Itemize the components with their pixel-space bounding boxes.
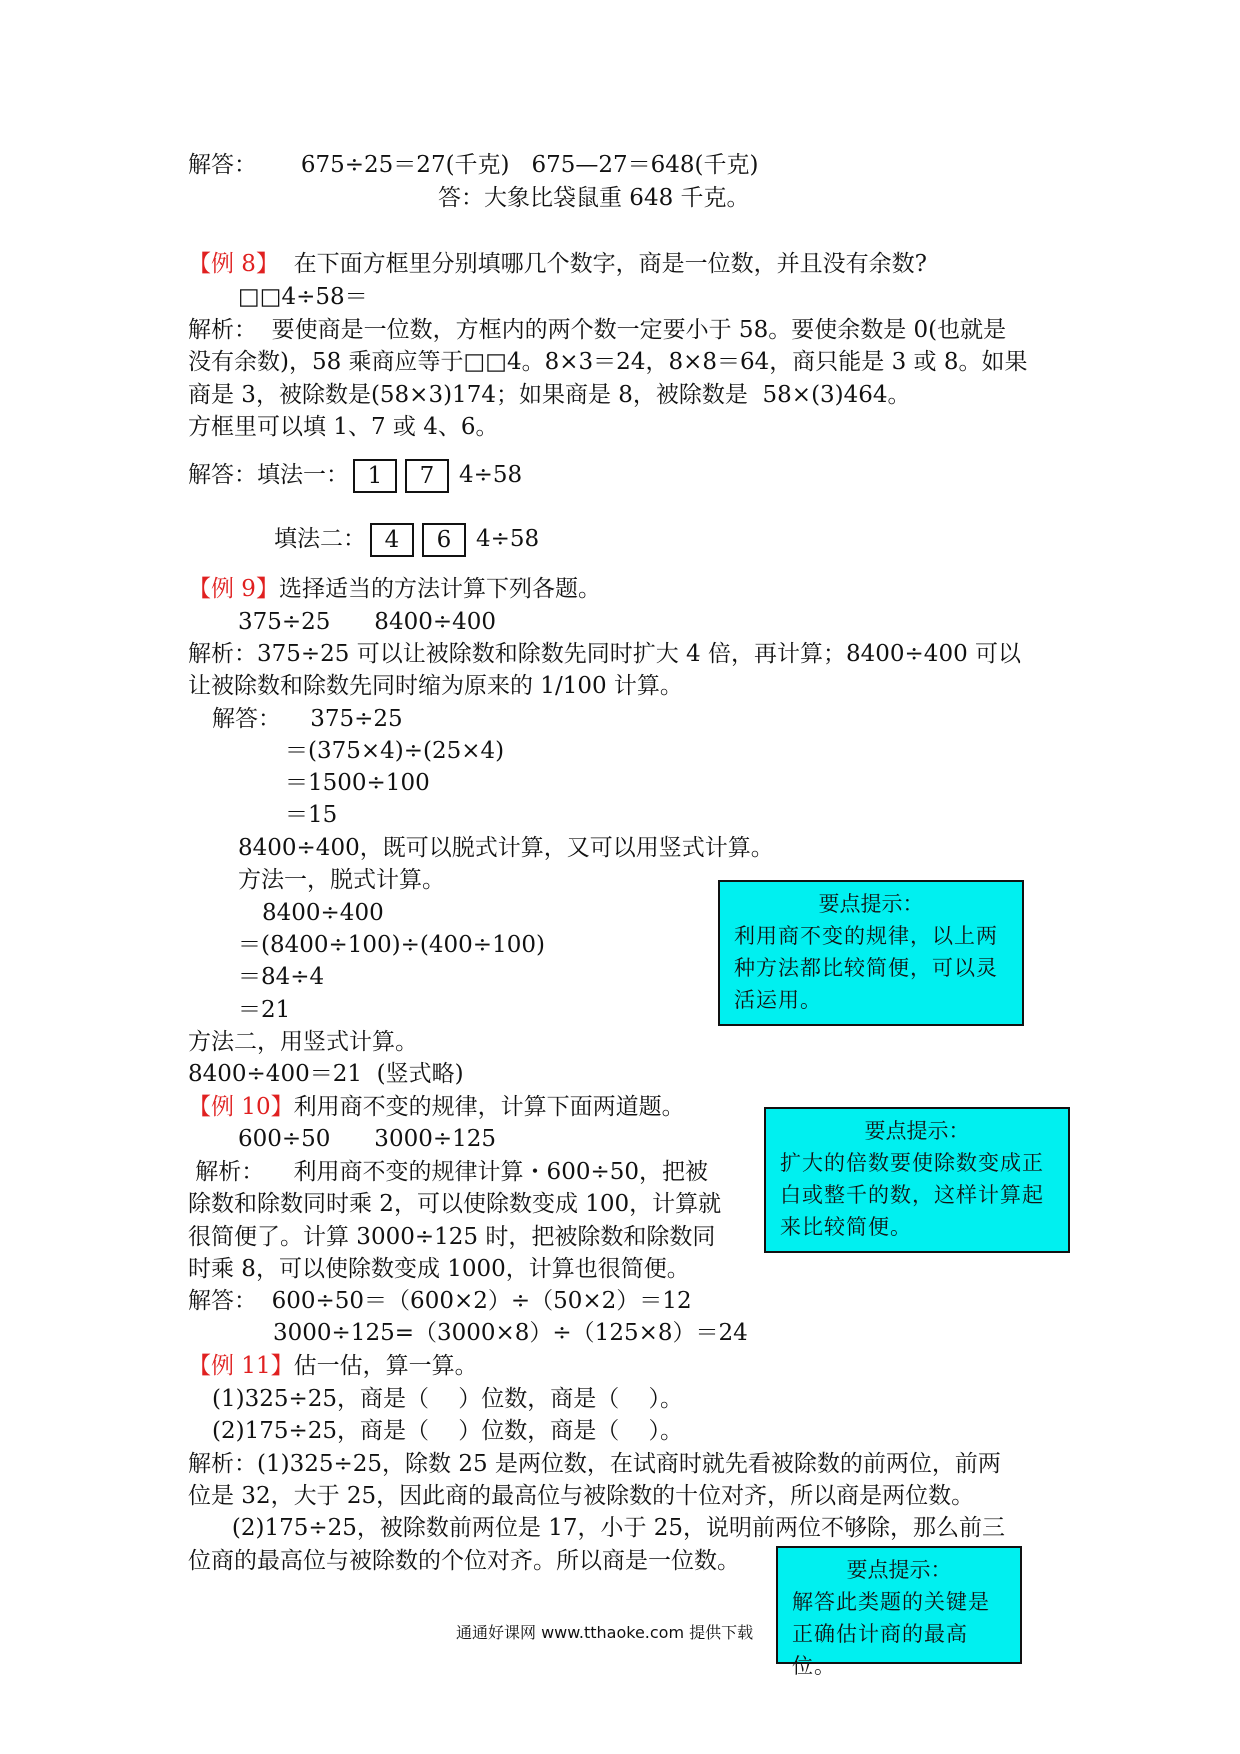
ex11-analysis-3: (2)175÷25，被除数前两位是 17，小于 25，说明前两位不够除，那么前三 bbox=[188, 1515, 1006, 1541]
ex9-exprs: 375÷25 8400÷400 bbox=[238, 609, 497, 635]
ex9-step2-2: ＝(8400÷100)÷(400÷100) bbox=[238, 932, 545, 958]
ex9-question bbox=[188, 574, 601, 604]
ex10-ans2: 3000÷125=（3000×8）÷（125×8）＝24 bbox=[273, 1320, 748, 1346]
ex9-step2-3: ＝84÷4 bbox=[238, 964, 325, 990]
digit-box: 1 bbox=[353, 459, 397, 493]
ex9-ans-label: 解答： 375÷25 bbox=[212, 706, 403, 732]
tip-title: 要点提示： bbox=[864, 1119, 970, 1143]
ex11-analysis-1: 解析：(1)325÷25，除数 25 是两位数，在试商时就先看被除数的前两位，前两 bbox=[188, 1451, 1001, 1477]
ex9-method2: 方法二，用竖式计算。 bbox=[188, 1029, 418, 1055]
ex8-expr: □□4÷58＝ bbox=[238, 284, 368, 310]
ex8-analysis-2: 没有余数)，58 乘商应等于□□4。8×3＝24，8×8＝64，商只能是 3 或 8。如果 bbox=[188, 349, 1028, 375]
tip-box bbox=[718, 880, 1024, 1026]
ex11-tag: 【例 11】 bbox=[188, 1353, 294, 1379]
ex10-analysis-3: 很简便了。计算 3000÷125 时，把被除数和除数同 bbox=[188, 1224, 716, 1250]
ex10-ans1: 解答： 600÷50＝（600×2）÷（50×2）＝12 bbox=[188, 1288, 692, 1314]
ex9-analysis-1: 解析：375÷25 可以让被除数和除数先同时扩大 4 倍，再计算；8400÷400 可以 bbox=[188, 641, 1022, 667]
ex9-question-text: 选择适当的方法计算下列各题。 bbox=[278, 576, 601, 602]
ex8-tag: 【例 8】 bbox=[188, 251, 279, 277]
sol7-line2: 答：大象比袋鼠重 648 千克。 bbox=[438, 185, 750, 211]
tip-box bbox=[776, 1546, 1022, 1678]
ex9-method1: 方法一，脱式计算。 bbox=[238, 867, 445, 893]
ex9-step1-1: ＝(375×4)÷(25×4) bbox=[285, 738, 505, 764]
digit-box: 4 bbox=[370, 523, 414, 557]
ex8-method2 bbox=[274, 523, 539, 557]
ex10-analysis-2: 除数和除数同时乘 2，可以使除数变成 100，计算就 bbox=[188, 1191, 722, 1217]
tip-box bbox=[764, 1107, 1070, 1253]
ex11-question bbox=[188, 1351, 478, 1381]
ex11-q2: (2)175÷25，商是（ ）位数，商是（ ）。 bbox=[212, 1418, 684, 1444]
ex8-analysis-4: 方框里可以填 1、7 或 4、6。 bbox=[188, 414, 499, 440]
ex10-question bbox=[188, 1092, 685, 1122]
tip-title: 要点提示： bbox=[818, 892, 924, 916]
ex9-note: 8400÷400，既可以脱式计算，又可以用竖式计算。 bbox=[238, 835, 774, 861]
digit-box: 7 bbox=[405, 459, 449, 493]
ex9-step2-1: 8400÷400 bbox=[262, 900, 384, 926]
ex9-analysis-2: 让被除数和除数先同时缩为原来的 1/100 计算。 bbox=[188, 673, 683, 699]
tip-body: 解答此类题的关键是正确估计商的最高位。 bbox=[792, 1590, 990, 1678]
ex10-tag: 【例 10】 bbox=[188, 1094, 294, 1120]
ex11-q1: (1)325÷25，商是（ ）位数，商是（ ）。 bbox=[212, 1386, 684, 1412]
ex9-tag: 【例 9】 bbox=[188, 576, 279, 602]
ex8-m1-rest: 4÷58 bbox=[459, 462, 523, 488]
ex10-exprs: 600÷50 3000÷125 bbox=[238, 1126, 497, 1152]
ex11-analysis-2: 位是 32，大于 25，因此商的最高位与被除数的十位对齐，所以商是两位数。 bbox=[188, 1483, 975, 1509]
ex10-question-text: 利用商不变的规律，计算下面两道题。 bbox=[293, 1094, 685, 1120]
ex8-m2-rest: 4÷58 bbox=[476, 526, 540, 552]
tip-title: 要点提示： bbox=[846, 1558, 952, 1582]
ex9-step1-2: ＝1500÷100 bbox=[285, 770, 430, 796]
ex10-analysis-4: 时乘 8，可以使除数变成 1000，计算也很简便。 bbox=[188, 1256, 690, 1282]
tip-body: 扩大的倍数要使除数变成正白或整千的数，这样计算起来比较简便。 bbox=[780, 1151, 1044, 1239]
ex10-analysis-1: 解析： 利用商不变的规律计算・600÷50，把被 bbox=[188, 1159, 708, 1185]
ex8-analysis-3: 商是 3，被除数是(58×3)174；如果商是 8，被除数是 58×(3)464。 bbox=[188, 382, 911, 408]
ex8-question bbox=[188, 249, 927, 279]
ex9-step2-4: ＝21 bbox=[238, 997, 291, 1023]
digit-box: 6 bbox=[422, 523, 466, 557]
tip-body: 利用商不变的规律，以上两种方法都比较简便，可以灵活运用。 bbox=[734, 924, 998, 1012]
page-footer: 通通好课网 www.tthaoke.com 提供下载 bbox=[456, 1623, 754, 1642]
sol7-line1: 解答： 675÷25＝27(千克) 675—27＝648(千克) bbox=[188, 152, 759, 178]
ex8-question-text: 在下面方框里分别填哪几个数字，商是一位数，并且没有余数? bbox=[278, 251, 927, 277]
ex9-step1-3: ＝15 bbox=[285, 802, 338, 828]
ex11-question-text: 估一估，算一算。 bbox=[293, 1353, 478, 1379]
ex8-ans-label2: 填法二： bbox=[274, 526, 366, 552]
ex9-result: 8400÷400＝21 (竖式略) bbox=[188, 1061, 464, 1087]
ex11-analysis-4: 位商的最高位与被除数的个位对齐。所以商是一位数。 bbox=[188, 1548, 740, 1574]
ex8-ans-label1: 解答：填法一： bbox=[188, 462, 349, 488]
ex8-method1 bbox=[188, 459, 522, 493]
ex8-analysis-1: 解析： 要使商是一位数，方框内的两个数一定要小于 58。要使余数是 0(也就是 bbox=[188, 317, 1007, 343]
